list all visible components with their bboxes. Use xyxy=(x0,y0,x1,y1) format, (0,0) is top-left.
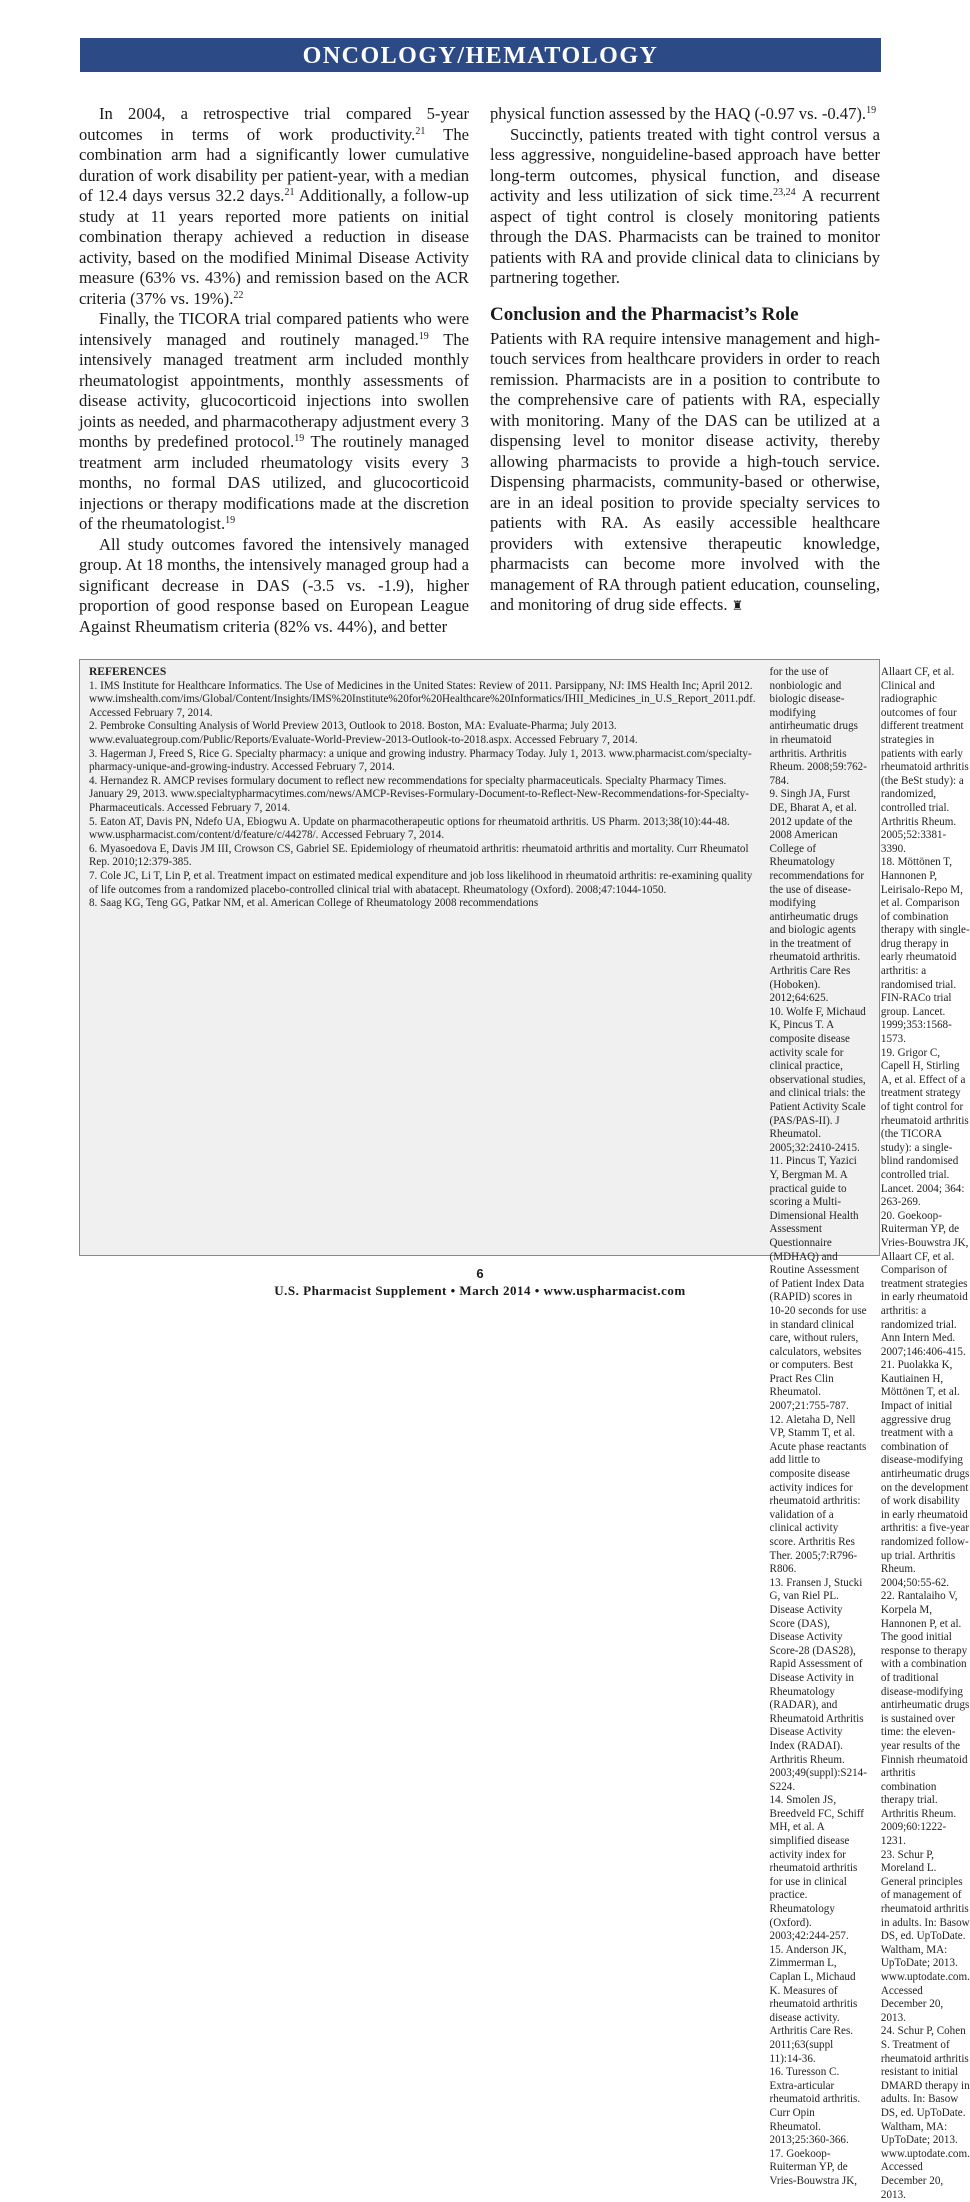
reference-item: 10. Wolfe F, Michaud K, Pincus T. A composite disease activity scale for clinical practice, observational studies, and clinical trials: the Patient Activity Scale (PAS/PAS-II). J Rheumatol. 2005;32:2410-2415. xyxy=(769,1005,866,1154)
reference-item: 14. Smolen JS, Breedveld FC, Schiff MH, et al. A simplified disease activity index for rheumatoid arthritis for use in clinical practice. Rheumatology (Oxford). 2003;42:244-257. xyxy=(769,1794,864,1943)
end-mark-icon: ♜ xyxy=(731,598,744,613)
reference-item: 13. Fransen J, Stucki G, van Riel PL. Disease Activity Score (DAS), Disease Activity Score-28 (DAS28), Rapid Assessment of Disease Activity in Rheumatology (RADAR), and Rheumatoid Arthritis Disease Activity Index (RADAI). Arthritis Rheum. 2003;49(suppl):S214-S224. xyxy=(769,1576,867,1793)
right-column xyxy=(490,104,880,617)
reference-item: 3. Hagerman J, Freed S, Rice G. Specialty pharmacy: a unique and growing industry. Pharmacy Today. July 1, 2013. www.pharmacist.com/specialty-pharmacy-unique-and-growing-industry. Accessed February 7, 2014. xyxy=(89,747,752,774)
reference-item: 5. Eaton AT, Davis PN, Ndefo UA, Ebiogwu A. Update on pharmacotherapeutic options for rheumatoid arthritis. US Pharm. 2013;38(10):44-48. www.uspharmacist.com/content/d/feature/c/44278/. Accessed February 7, 2014. xyxy=(89,815,730,842)
reference-item: 9. Singh JA, Furst DE, Bharat A, et al. 2012 update of the 2008 American College of Rheumatology recommendations for the use of disease-modifying antirheumatic drugs and biologic agents in the treatment of rheumatoid arthritis. Arthritis Care Res (Hoboken). 2012;64:625. xyxy=(769,788,865,1005)
references-column-1 xyxy=(89,666,756,1249)
references-column-3 xyxy=(880,666,970,2201)
reference-item: 22. Rantalaiho V, Korpela M, Hannonen P, et al. The good initial response to therapy with a combination of traditional disease-modifying antirheumatic drugs is sustained over time: the eleven-year results of the Finnish rheumatoid arthritis combination therapy trial. Arthritis Rheum. 2009;60:1222-1231. xyxy=(880,1590,970,1848)
paragraph: All study outcomes favored the intensively managed group. At 18 months, the intensively managed group had a significant decrease in DAS (-3.5 vs. -1.9), higher proportion of good response based on European League Against Rheumatism criteria (82% vs. 44%), and better xyxy=(79,534,469,636)
reference-item: 18. Möttönen T, Hannonen P, Leirisalo-Repo M, et al. Comparison of combination therapy with single-drug therapy in early rheumatoid arthritis: a randomised trial. FIN-RACo trial group. Lancet. 1999;353:1568-1573. xyxy=(880,856,970,1046)
reference-item: 7. Cole JC, Li T, Lin P, et al. Treatment impact on estimated medical expenditure and job loss likelihood in rheumatoid arthritis: re-examining quality of life outcomes from a randomized placebo-controlled clinical trial with abatacept. Rheumatology (Oxford). 2008;47:1044-1050. xyxy=(89,869,753,896)
paragraph: Patients with RA require intensive management and high-touch services from healthcare providers in order to reach remission. Pharmacists are in a position to contribute to the comprehensive care of patients with RA, especially with monitoring. Many of the DAS can be utilized at a dispensing level to monitor disease activity, thereby allowing pharmacists to provide a high-touch service. Dispensing pharmacists, community-based or otherwise, are in an ideal position to provide specialty services to patients with RA. As easily accessible healthcare providers with extensive therapeutic knowledge, pharmacists can become more involved with the management of RA through patient education, counseling, and monitoring of drug side effects. ♜ xyxy=(490,328,880,614)
reference-item: 19. Grigor C, Capell H, Stirling A, et al. Effect of a treatment strategy of tight control for rheumatoid arthritis (the TICORA study): a single-blind randomised controlled trial. Lancet. 2004; 364: 263-269. xyxy=(880,1046,969,1209)
reference-item: 17. Goekoop-Ruiterman YP, de Vries-Bouwstra JK, xyxy=(769,2147,858,2187)
reference-item: 12. Aletaha D, Nell VP, Stamm T, et al. Acute phase reactants add little to composite disease activity indices for rheumatoid arthritis: validation of a clinical activity score. Arthritis Res Ther. 2005;7:R796-R806. xyxy=(769,1413,867,1576)
reference-item: 16. Turesson C. Extra-articular rheumatoid arthritis. Curr Opin Rheumatol. 2013;25:360-366. xyxy=(769,2066,861,2147)
references-column-2 xyxy=(769,666,867,2187)
reference-item: 4. Hernandez R. AMCP revises formulary document to reflect new recommendations for specialty pharmaceuticals. Specialty Pharmacy Times. January 29, 2013. www.specialtypharmacytimes.com/news/AMCP-Revises-Formulary-Document-to-Reflect-New-Recommendations-for-Specialty-Pharmaceuticals. Accessed February 7, 2014. xyxy=(89,774,749,814)
reference-item: 23. Schur P, Moreland L. General principles of management of rheumatoid arthritis in adults. In: Basow DS, ed. UpToDate. Waltham, MA: UpToDate; 2013. www.uptodate.com. Accessed December 20, 2013. xyxy=(880,1848,970,2024)
reference-item: 1. IMS Institute for Healthcare Informatics. The Use of Medicines in the United States: Review of 2011. Parsippany, NJ: IMS Health Inc; April 2012. www.imshealth.com/ims/Global/Content/Insights/IMS%20Institute%20for%20Healthcare%20Informatics/IHII_Medicines_in_U.S_Report_2011.pdf. Accessed February 7, 2014. xyxy=(89,679,756,719)
reference-item: 20. Goekoop-Ruiterman YP, de Vries-Bouwstra JK, Allaart CF, et al. Comparison of treatment strategies in early rheumatoid arthritis: a randomized trial. Ann Intern Med. 2007;146:406-415. xyxy=(880,1209,969,1358)
reference-item: 24. Schur P, Cohen S. Treatment of rheumatoid arthritis resistant to initial DMARD therapy in adults. In: Basow DS, ed. UpToDate. Waltham, MA: UpToDate; 2013. www.uptodate.com. Accessed December 20, 2013. xyxy=(880,2025,970,2201)
references-heading: REFERENCES xyxy=(89,666,167,678)
reference-item: 6. Myasoedova E, Davis JM III, Crowson CS, Gabriel SE. Epidemiology of rheumatoid arthritis: rheumatoid arthritis and mortality. Curr Rheumatol Rep. 2010;12:379-385. xyxy=(89,842,749,869)
footer-text: U.S. Pharmacist Supplement • March 2014 • www.uspharmacist.com xyxy=(274,1283,686,1298)
paragraph: physical function assessed by the HAQ (-0.97 vs. -0.47).$^{19}$ xyxy=(490,104,877,123)
reference-item: for the use of nonbiologic and biologic disease-modifying antirheumatic drugs in rheumatoid arthritis. Arthritis Rheum. 2008;59:762-784. xyxy=(769,666,867,787)
paragraph: Succinctly, patients treated with tight control versus a less aggressive, nonguideline-based approach have better long-term outcomes, physical function, and disease activity and less utilization of sick time.$^{23,24}$ A recurrent aspect of tight control is closely monitoring patients through the DAS. Pharmacists can be trained to monitor patients with RA and provide clinical data to clinicians by partnering together. xyxy=(490,124,880,287)
reference-item: 11. Pincus T, Yazici Y, Bergman M. A practical guide to scoring a Multi-Dimensional Health Assessment Questionnaire (MDHAQ) and Routine Assessment of Patient Index Data (RAPID) scores in 10-20 seconds for use in standard clinical care, without rulers, calculators, websites or computers. Best Pract Res Clin Rheumatol. 2007;21:755-787. xyxy=(769,1155,867,1413)
section-banner: ONCOLOGY/HEMATOLOGY xyxy=(80,38,881,72)
paragraph: In 2004, a retrospective trial compared 5-year outcomes in terms of work productivity.$^{21}$ The combination arm had a significantly lower cumulative duration of work disability per patient-year, with a median of 12.4 days versus 32.2 days.$^{21}$ Additionally, a follow-up study at 11 years reported more patients on initial combination therapy achieved a reduction in disease activity, based on the modified Minimal Disease Activity measure (63% vs. 43%) and remission based on the ACR criteria (37% vs. 19%).$^{22}$ xyxy=(79,104,469,308)
reference-item: 21. Puolakka K, Kautiainen H, Möttönen T, et al. Impact of initial aggressive drug treatment with a combination of disease-modifying antirheumatic drugs on the development of work disability in early rheumatoid arthritis: a five-year randomized follow-up trial. Arthritis Rheum. 2004;50:55-62. xyxy=(880,1359,970,1589)
reference-item: 15. Anderson JK, Zimmerman L, Caplan L, Michaud K. Measures of rheumatoid arthritis disease activity. Arthritis Care Res. 2011;63(suppl 11):14-36. xyxy=(769,1943,858,2065)
section-heading: Conclusion and the Pharmacist’s Role xyxy=(490,303,799,325)
reference-item: Allaart CF, et al. Clinical and radiographic outcomes of four different treatment strategies in patients with early rheumatoid arthritis (the BeSt study): a randomized, controlled trial. Arthritis Rheum. 2005;52:3381-3390. xyxy=(880,666,969,855)
left-column xyxy=(79,104,469,637)
page-number: 6 xyxy=(476,1266,484,1281)
paragraph: Finally, the TICORA trial compared patients who were intensively managed and routinely managed.$^{19}$ The intensively managed treatment arm included monthly rheumatologist appointments, monthly assessments of disease activity, glucocorticoid injections into swollen joints as needed, and pharmacotherapy adjustment every 3 months by predefined protocol.$^{19}$ The routinely managed treatment arm included rheumatology visits every 3 months, no formal DAS utilized, and glucocorticoid injections or therapy modifications made at the discretion of the rheumatologist.$^{19}$ xyxy=(79,309,469,533)
reference-item: 2. Pembroke Consulting Analysis of World Preview 2013, Outlook to 2018. Boston, MA: Evaluate-Pharma; July 2013. www.evaluategroup.com/Public/Reports/Evaluate-World-Preview-2013-Outlook-to-2018.aspx. Accessed February 7, 2014. xyxy=(89,720,638,746)
reference-item: 8. Saag KG, Teng GG, Patkar NM, et al. American College of Rheumatology 2008 recommendations xyxy=(89,897,539,910)
